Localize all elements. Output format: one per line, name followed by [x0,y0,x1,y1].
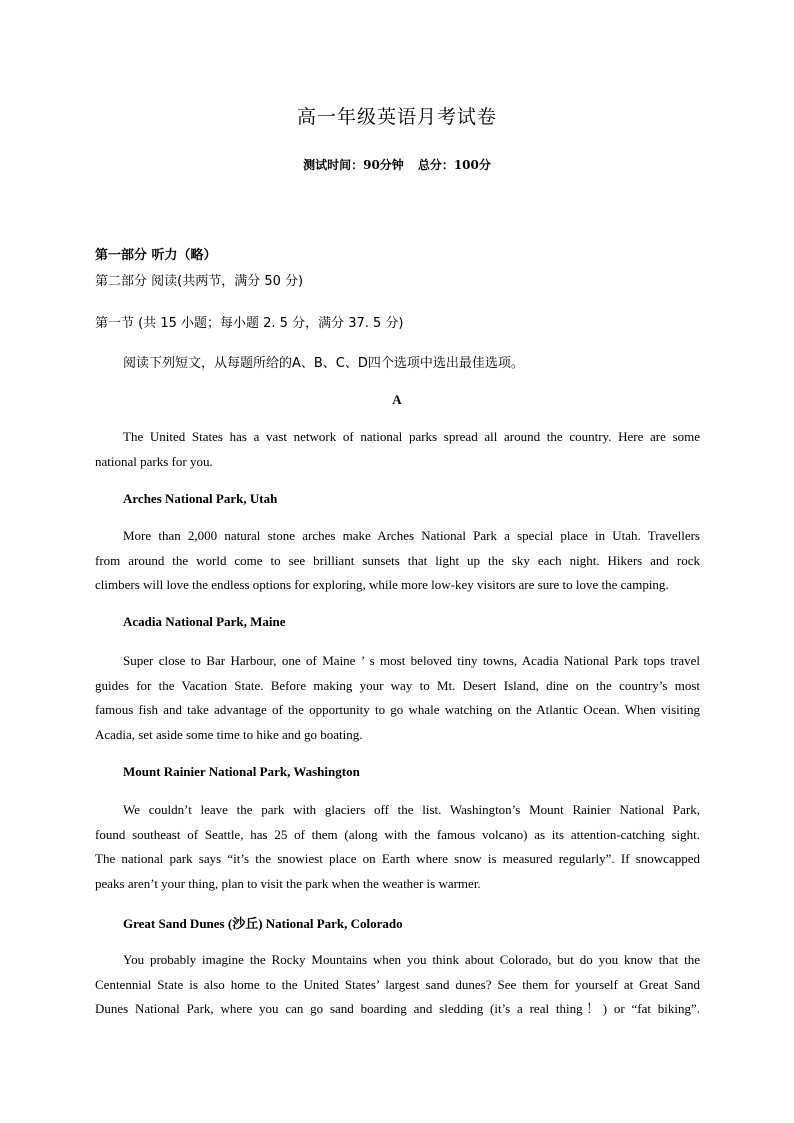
passage-intro [95,425,700,474]
paragraph-line: Centennial State is also home to the United States’ largest sand dunes? See them for yourself at Great Sand [95,976,700,992]
reading-instruction: 阅读下列短文，从每题所给的A、B、C、D四个选项中选出最佳选项。 [123,356,524,371]
paragraph-line: The national park says “it’s the snowiest place on Earth where snow is measured regularly”. If snowcapped [95,851,700,866]
paragraph-line: The United States has a vast network of national parks spread all around the country. Here are some [123,429,700,444]
paragraph-line: peaks aren’t your thing, plan to visit the park when the weather is warmer. [95,875,481,891]
paragraph-line: from around the world come to see brilliant sunsets that light up the sky each night. Hikers and rock [95,552,700,568]
test-time: 测试时间：90分钟 [303,158,404,172]
part-one-heading: 第一部分 听力（略） [95,248,217,263]
paragraph-line: climbers will love the endless options for exploring, while more low-key visitors are sure to love the camping. [95,577,669,592]
paragraph-line: We couldn’t leave the park with glaciers off the list. Washington’s Mount Rainier National Park, [123,802,700,817]
paragraph-line: found southeast of Seattle, has 25 of them (along with the famous volcano) as its attention-catching sight. [95,826,700,842]
paragraph-line: Dunes National Park, where you can go sand boarding and sledding (it’s a real thing！) or “fat biking”. [95,1001,700,1016]
paragraph-line: Acadia, set aside some time to hike and go boating. [95,726,363,742]
park-paragraph-acadia [95,649,700,747]
paragraph-line: famous fish and take advantage of the opportunity to go whale watching on the Atlantic Ocean. When visiting [95,702,700,717]
exam-title: 高一年级英语月考试卷 [296,106,497,128]
total-score: 总分：100分 [417,158,491,172]
park-heading-rainier: Mount Rainier National Park, Washington [123,764,360,779]
exam-info [0,156,794,173]
section-one-heading: 第一节 (共 15 小题；每小题 2. 5 分，满分 37. 5 分) [95,316,404,331]
paragraph-line: You probably imagine the Rocky Mountains when you think about Colorado, but do you know that the [123,952,700,967]
passage-letter: A [392,392,402,407]
park-heading-great-sand-dunes: Great Sand Dunes (沙丘) National Park, Colorado [123,916,403,931]
park-heading-arches: Arches National Park, Utah [123,491,278,506]
park-paragraph-rainier [95,798,700,896]
park-paragraph-great-sand-dunes [95,948,700,1022]
park-paragraph-arches [95,524,700,598]
park-heading-acadia: Acadia National Park, Maine [123,614,286,629]
paragraph-line: guides for the Vacation State. Before making your way to Mt. Desert Island, dine on the country’s most [95,677,700,693]
paragraph-line: national parks for you. [95,453,213,469]
paragraph-line: More than 2,000 natural stone arches make Arches National Park a special place in Utah. Travellers [123,528,700,543]
part-two-heading: 第二部分 阅读(共两节，满分 50 分) [95,274,304,289]
paragraph-line: Super close to Bar Harbour, one of Maine ’ s most beloved tiny towns, Acadia National Park tops travel [123,653,700,668]
